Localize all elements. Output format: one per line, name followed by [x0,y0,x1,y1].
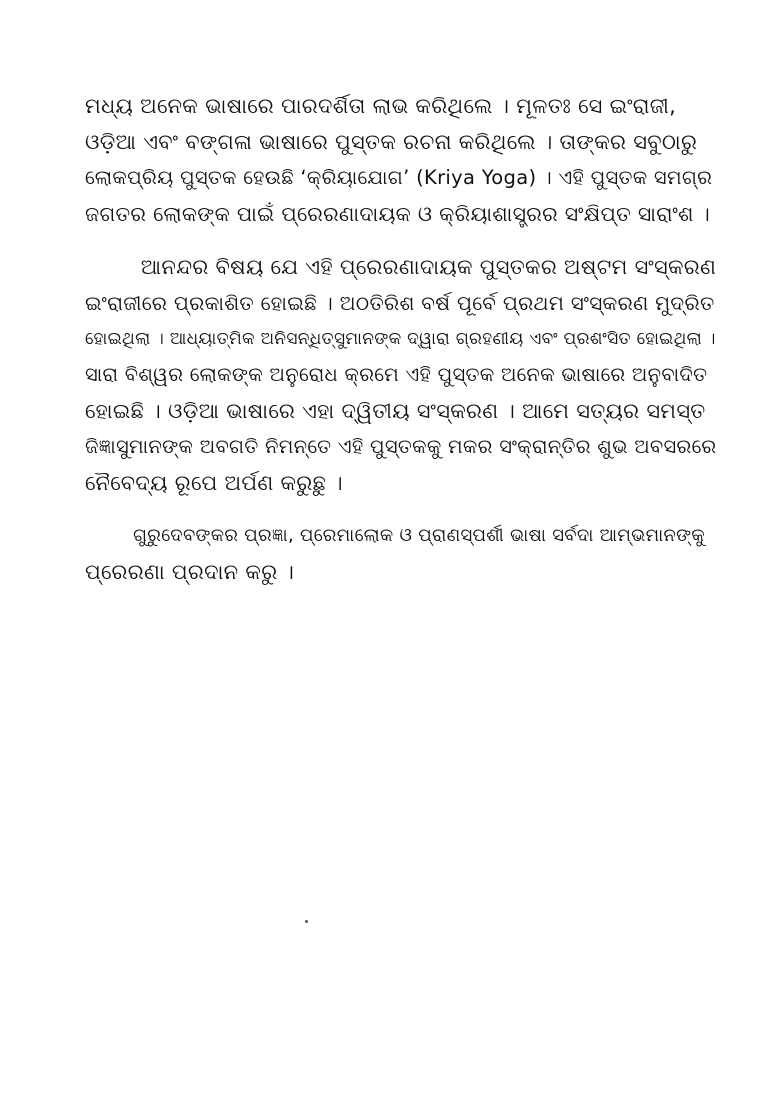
stray-dot-mark [305,920,308,923]
text-line: ଇଂରାଜୀରେ ପ୍ରକାଶିତ ହୋଇଛି । ଅଠତିରିଶ ବର୍ଷ ପୂର୍ବେ ପ୍ରଥମ ସଂସ୍କରଣ ମୁଦ୍ରିତ [85,291,715,315]
text-line: ସାରା ବିଶ୍ୱର ଲୋକଙ୍କ ଅନୁରୋଧ କ୍ରମେ ଏହି ପୁସ୍ତକ ଅନେକ ଭାଷାରେ ଅନୁବାଦିତ [85,363,708,386]
paragraph-2 [85,249,721,501]
text-line: ଗୁରୁଦେବଙ୍କର ପ୍ରଜ୍ଞା, ପ୍ରେମାଲୋକ ଓ ପ୍ରାଣସ୍ପର୍ଶୀ ଭାଷା ସର୍ବଦା ଆମ୍ଭମାନଙ୍କୁ [85,525,705,546]
text-line: ଲୋକପ୍ରିୟ ପୁସ୍ତକ ହେଉଛି ‘କ୍ରିୟାଯୋଗ’ (Kriya Yoga) । ଏହି ପୁସ୍ତକ ସମଗ୍ର [85,166,713,189]
text-line: ପ୍ରେରଣା ପ୍ରଦାନ କରୁ । [85,560,295,584]
text-line: ଜଗତର ଲୋକଙ୍କ ପାଇଁ ପ୍ରେରଣାଦାୟକ ଓ କ୍ରିୟାଶାସ୍ତ୍ରର ସଂକ୍ଷିପ୍ତ ସାରାଂଶ । [85,202,711,226]
text-line: ଆନନ୍ଦର ବିଷୟ ଯେ ଏହି ପ୍ରେରଣାଦାୟକ ପୁସ୍ତକର ଅଷ୍ଟମ ସଂସ୍କରଣ [85,255,717,279]
text-line: ମଧ୍ୟ ଅନେକ ଭାଷାରେ ପାରଦର୍ଶିତା ଲାଭ କରିଥିଲେ । ମୂଳତଃ ସେ ଇଂରାଜୀ, [85,94,677,118]
body-text [85,88,721,607]
text-line: ଜିଜ୍ଞାସୁମାନଙ୍କ ଅବଗତି ନିମନ୍ତେ ଏହି ପୁସ୍ତକକୁ ମକର ସଂକ୍ରାନ୍ତିର ଶୁଭ ଅବସରରେ [85,435,717,458]
paragraph-3 [85,518,721,590]
text-line: ଓଡ଼ିଆ ଏବଂ ବଙ୍ଗଳା ଭାଷାରେ ପୁସ୍ତକ ରଚନା କରିଥିଲେ । ତାଙ୍କର ସବୁଠାରୁ [85,130,698,154]
text-line: ହୋଇଛି । ଓଡ଼ିଆ ଭାଷାରେ ଏହା ଦ୍ୱିତୀୟ ସଂସ୍କରଣ । ଆମେ ସତ୍ୟର ସମସ୍ତ [85,399,706,423]
paragraph-1 [85,88,721,232]
text-line: ହୋଇଥିଲା । ଆଧ୍ୟାତ୍ମିକ ଅନିସନ୍ଧିତ୍ସୁମାନଙ୍କ ଦ୍ୱାରା ଗ୍ରହଣୀୟ ଏବଂ ପ୍ରଶଂସିତ ହୋଇଥିଲା । [85,329,716,349]
text-line: ନୈବେଦ୍ୟ ରୂପେ ଅର୍ପଣ କରୁଛୁ । [85,471,343,495]
